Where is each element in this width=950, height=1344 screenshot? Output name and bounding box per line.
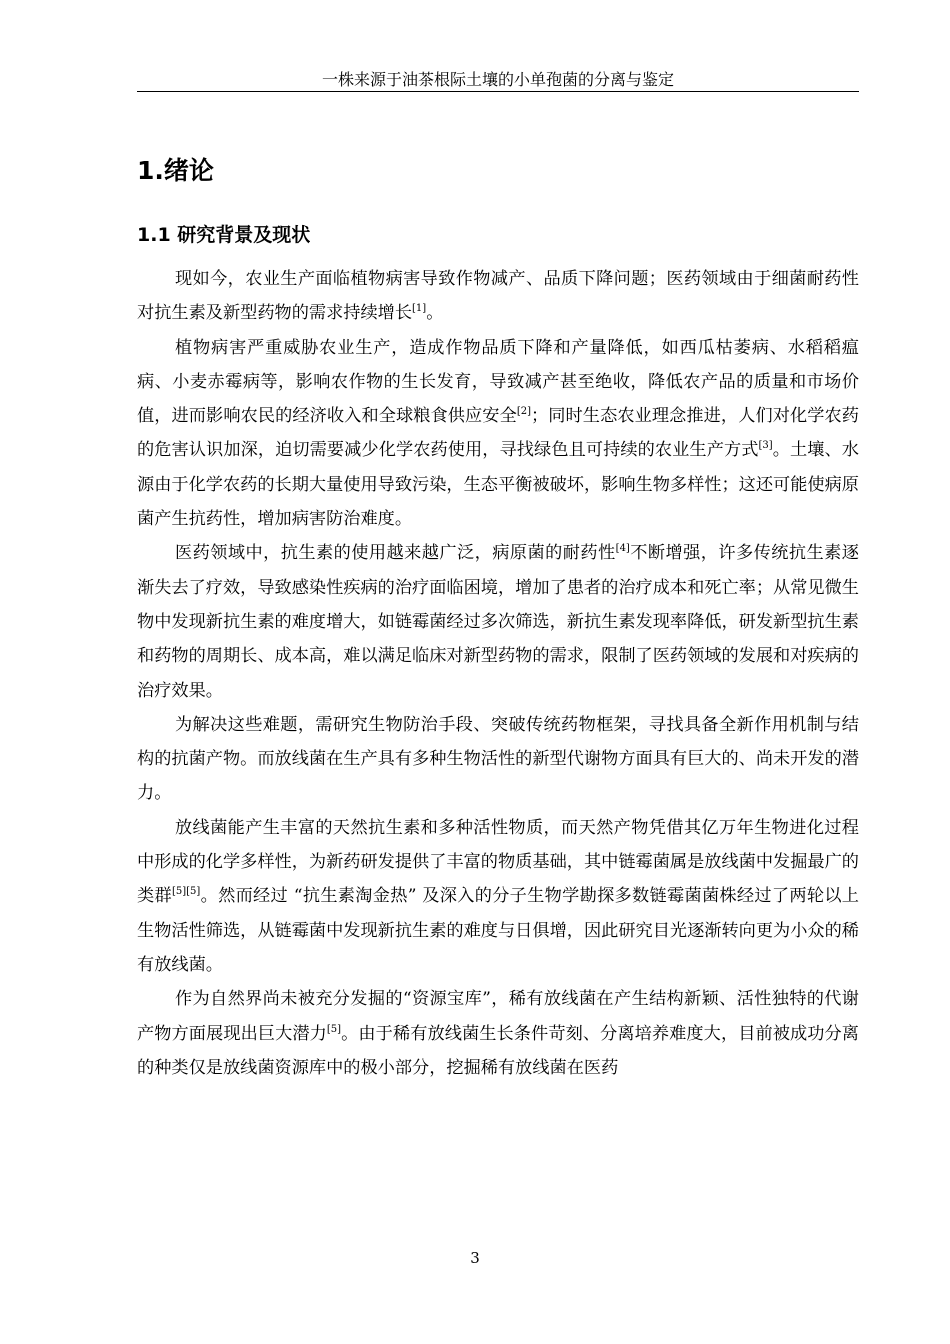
paragraph-text: ；同时生态农业理念推进，人们对化学农药的危害认识加深，迫切需要减少化学农药使用，寻找绿色且可持续的农业生产方式	[137, 406, 859, 461]
paragraph-text: 现如今，农业生产面临植物病害导致作物减产、品质下降问题；医药领域由于细菌耐药性对抗生素及新型药物的需求持续增长	[137, 269, 859, 324]
paragraph-text: 为解决这些难题，需研究生物防治手段、突破传统药物框架，寻找具备全新作用机制与结构的抗菌产物。而放线菌在生产具有多种生物活性的新型代谢物方面具有巨大的、尚未开发的潜力。	[137, 714, 859, 804]
paragraph-text: 。由于稀有放线菌生长条件苛刻、分离培养难度大，目前被成功分离的种类仅是放线菌资源库中的极小部分，挖掘稀有放线菌在医药	[137, 1023, 859, 1078]
page-number: 3	[470, 1249, 480, 1267]
paragraph-text: 作为自然界尚未被充分发掘的“资源宝库”，稀有放线菌在产生结构新颖、活性独特的代谢产物方面展现出巨大潜力	[137, 989, 859, 1044]
paragraph	[137, 811, 859, 982]
header-rule	[137, 91, 859, 92]
chapter-title: 1.绪论	[137, 156, 214, 185]
running-header: 一株来源于油茶根际土壤的小单孢菌的分离与鉴定	[321, 70, 674, 89]
body-text	[137, 262, 859, 1085]
paragraph-text: 不断增强，许多传统抗生素逐渐失去了疗效，导致感染性疾病的治疗面临困境，增加了患者的治疗成本和死亡率；从常见微生物中发现新抗生素的难度增大，如链霉菌经过多次筛选，新抗生素发现率降低，研发新型抗生素和药物的周期长、成本高，难以满足临床对新型药物的需求，限制了医药领域的发展和对疾病的治疗效果。	[137, 543, 859, 701]
paragraph	[137, 262, 859, 331]
paragraph-text: 。	[426, 303, 444, 324]
citation: [4]	[615, 543, 630, 555]
paragraph-text: 医药领域中，抗生素的使用越来越广泛，病原菌的耐药性	[175, 543, 616, 564]
paragraph	[137, 708, 859, 811]
paragraph-text: 。然而经过 “抗生素淘金热” 及深入的分子生物学勘探多数链霉菌菌株经过了两轮以上生物活性筛选，从链霉菌中发现新抗生素的难度与日俱增，因此研究目光逐渐转向更为小众的稀有放线菌。	[137, 886, 859, 975]
paragraph	[137, 536, 859, 707]
paragraph	[137, 331, 859, 537]
citation: [3]	[758, 440, 773, 452]
paragraph-text: 。土壤、水源由于化学农药的长期大量使用导致污染，生态平衡被破坏，影响生物多样性；这还可能使病原菌产生抗药性，增加病害防治难度。	[137, 440, 859, 530]
paragraph	[137, 982, 859, 1085]
citation: [5][5]	[171, 886, 201, 898]
paragraph-text: 植物病害严重威胁农业生产，造成作物品质下降和产量降低，如西瓜枯萎病、水稻稻瘟病、小麦赤霉病等，影响农作物的生长发育，导致减产甚至绝收，降低农产品的质量和市场价值，进而影响农民的经济收入和全球粮食供应安全	[137, 337, 859, 427]
paragraph-text: 放线菌能产生丰富的天然抗生素和多种活性物质，而天然产物凭借其亿万年生物进化过程中形成的化学多样性，为新药研发提供了丰富的物质基础，其中链霉菌属是放线菌中发掘最广的类群	[137, 817, 859, 907]
citation: [1]	[412, 303, 427, 315]
citation: [2]	[516, 406, 532, 418]
section-title: 1.1 研究背景及现状	[137, 224, 311, 246]
citation: [5]	[326, 1023, 342, 1035]
